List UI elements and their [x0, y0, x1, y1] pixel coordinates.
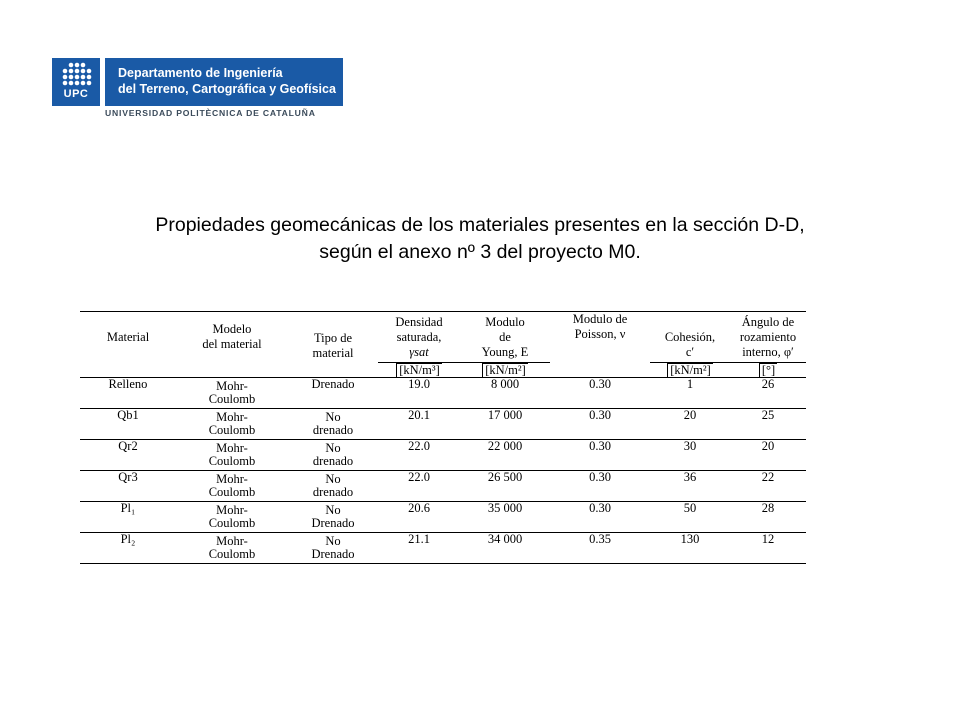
- department-line-1: Departamento de Ingeniería: [118, 66, 283, 80]
- cell-young: 26 500: [460, 471, 550, 502]
- unit-friction: [°]: [730, 363, 806, 378]
- cell-material: Qr2: [80, 440, 176, 471]
- cell-young: 35 000: [460, 502, 550, 533]
- cell-material: Pl₁: [80, 502, 176, 533]
- cell-cohesion: 1: [650, 378, 730, 409]
- cell-poisson: 0.30: [550, 471, 650, 502]
- cell-type: No Drenado: [288, 533, 378, 564]
- logo-text: UPC: [63, 88, 89, 100]
- cell-density: 21.1: [378, 533, 460, 564]
- col-header-material: Material: [80, 312, 176, 363]
- header: [52, 58, 352, 122]
- cell-young: 8 000: [460, 378, 550, 409]
- cell-density: 22.0: [378, 440, 460, 471]
- cell-cohesion: 36: [650, 471, 730, 502]
- units-row: [80, 363, 806, 378]
- table-row: [80, 440, 806, 471]
- cell-density: 22.0: [378, 471, 460, 502]
- cell-model: Mohr- Coulomb: [176, 533, 288, 564]
- table-row: [80, 502, 806, 533]
- cell-poisson: 0.30: [550, 378, 650, 409]
- cell-poisson: 0.30: [550, 502, 650, 533]
- cell-friction: 22: [730, 471, 806, 502]
- cell-young: 17 000: [460, 409, 550, 440]
- department-banner: [105, 58, 343, 106]
- cell-model: Mohr- Coulomb: [176, 409, 288, 440]
- col-header-cohesion: Cohesión, c′: [650, 312, 730, 363]
- table-row: [80, 378, 806, 409]
- cell-density: 19.0: [378, 378, 460, 409]
- title-line-1: Propiedades geomecánicas de los materiales presentes en la sección D-D,: [155, 214, 805, 236]
- properties-table: [80, 311, 806, 564]
- cell-type: No drenado: [288, 409, 378, 440]
- logo-dots-icon: [57, 62, 95, 88]
- cell-type: No drenado: [288, 440, 378, 471]
- table-row: [80, 471, 806, 502]
- col-header-type: Tipo de material: [288, 312, 378, 363]
- col-header-model: Modelo del material: [176, 312, 288, 363]
- col-header-young: Modulo de Young, E: [460, 312, 550, 363]
- cell-type: No drenado: [288, 471, 378, 502]
- cell-young: 34 000: [460, 533, 550, 564]
- cell-poisson: 0.30: [550, 440, 650, 471]
- university-name: UNIVERSIDAD POLITÈCNICA DE CATALUÑA: [105, 108, 316, 118]
- cell-model: Mohr- Coulomb: [176, 440, 288, 471]
- department-line-2: del Terreno, Cartográfica y Geofísica: [118, 82, 336, 96]
- cell-material: Relleno: [80, 378, 176, 409]
- cell-cohesion: 50: [650, 502, 730, 533]
- table-row: [80, 533, 806, 564]
- col-header-density: Densidad saturada, γsat: [378, 312, 460, 363]
- col-header-poisson: Modulo de Poisson, ν: [550, 312, 650, 363]
- cell-friction: 12: [730, 533, 806, 564]
- cell-model: Mohr- Coulomb: [176, 378, 288, 409]
- cell-density: 20.1: [378, 409, 460, 440]
- upc-logo: [52, 58, 100, 106]
- col-header-friction: Ángulo de rozamiento interno, φ′: [730, 312, 806, 363]
- cell-model: Mohr- Coulomb: [176, 502, 288, 533]
- cell-material: Qr3: [80, 471, 176, 502]
- cell-type: Drenado: [288, 378, 378, 409]
- cell-friction: 28: [730, 502, 806, 533]
- cell-friction: 26: [730, 378, 806, 409]
- page-title: [40, 212, 920, 266]
- title-line-2: según el anexo nº 3 del proyecto M0.: [319, 241, 641, 263]
- cell-cohesion: 30: [650, 440, 730, 471]
- cell-poisson: 0.30: [550, 409, 650, 440]
- cell-cohesion: 130: [650, 533, 730, 564]
- cell-model: Mohr- Coulomb: [176, 471, 288, 502]
- header-row: [80, 312, 806, 363]
- cell-material: Qb1: [80, 409, 176, 440]
- unit-cohesion: [kN/m²]: [650, 363, 730, 378]
- cell-friction: 25: [730, 409, 806, 440]
- cell-type: No Drenado: [288, 502, 378, 533]
- cell-cohesion: 20: [650, 409, 730, 440]
- table-row: [80, 409, 806, 440]
- cell-density: 20.6: [378, 502, 460, 533]
- unit-density: [kN/m³]: [378, 363, 460, 378]
- unit-young: [kN/m²]: [460, 363, 550, 378]
- cell-poisson: 0.35: [550, 533, 650, 564]
- cell-young: 22 000: [460, 440, 550, 471]
- cell-material: Pl₂: [80, 533, 176, 564]
- cell-friction: 20: [730, 440, 806, 471]
